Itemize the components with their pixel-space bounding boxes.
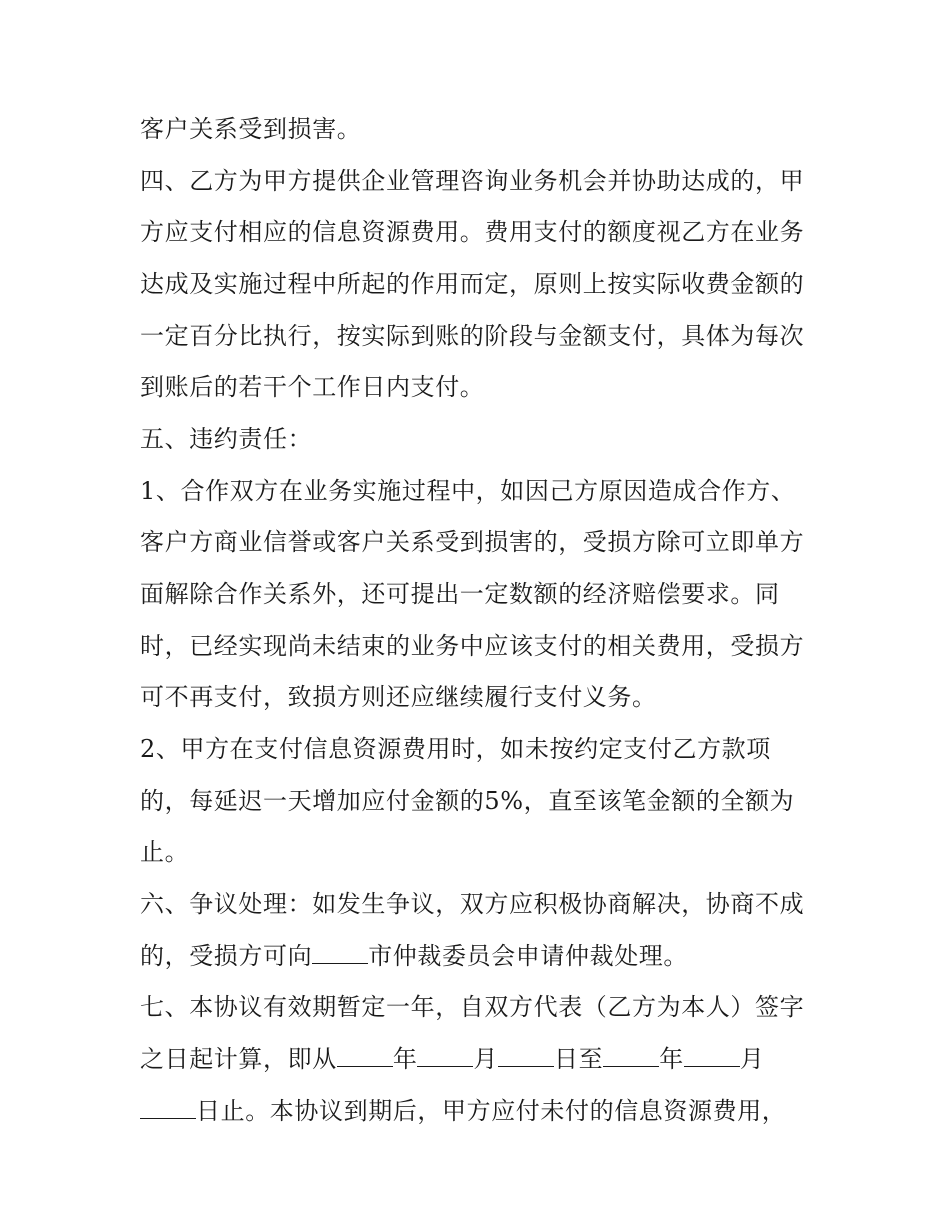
text-segment: 月 (473, 1045, 499, 1073)
text-segment: 的，受损方可向 (140, 942, 313, 970)
text-line: 可不再支付，致损方则还应继续履行支付义务。 (140, 683, 657, 711)
section-heading: 五、违约责任： (140, 425, 313, 453)
text-line: 2、甲方在支付信息资源费用时，如未按约定支付乙方款项 (140, 735, 771, 763)
text-segment: 日至 (554, 1045, 604, 1073)
text-line: 止。 (140, 838, 190, 866)
text-line (140, 940, 688, 972)
text-line: 七、本协议有效期暂定一年，自双方代表（乙方为本人）签字 (140, 993, 805, 1021)
text-line (140, 1095, 786, 1127)
text-line: 客户方商业信誉或客户关系受到损害的，受损方除可立即单方 (140, 528, 805, 556)
fill-in-blank[interactable] (140, 1096, 196, 1119)
text-line: 达成及实施过程中所起的作用而定，原则上按实际收费金额的 (140, 270, 805, 298)
text-segment: 月 (739, 1045, 765, 1073)
text-line: 六、争议处理：如发生争议，双方应积极协商解决，协商不成 (140, 890, 805, 918)
fill-in-blank[interactable] (337, 1044, 393, 1067)
fill-in-blank[interactable] (498, 1044, 554, 1067)
text-segment: 年 (392, 1045, 418, 1073)
text-segment: 日止。本协议到期后，甲方应付未付的信息资源费用， (196, 1097, 787, 1125)
fill-in-blank[interactable] (684, 1044, 740, 1067)
text-line: 到账后的若干个工作日内支付。 (140, 373, 485, 401)
text-line: 客户关系受到损害。 (140, 115, 362, 143)
text-line: 的，每延迟一天增加应付金额的5%，直至该笔金额的全额为 (140, 787, 795, 815)
text-line: 四、乙方为甲方提供企业管理咨询业务机会并协助达成的，甲 (140, 167, 805, 195)
text-segment: 市仲裁委员会申请仲裁处理。 (368, 942, 689, 970)
fill-in-blank[interactable] (417, 1044, 473, 1067)
text-line: 方应支付相应的信息资源费用。费用支付的额度视乙方在业务 (140, 218, 805, 246)
text-line (140, 1043, 764, 1075)
fill-in-blank[interactable] (603, 1044, 659, 1067)
fill-in-blank[interactable] (312, 941, 368, 964)
text-line: 面解除合作关系外，还可提出一定数额的经济赔偿要求。同 (140, 580, 780, 608)
text-line: 一定百分比执行，按实际到账的阶段与金额支付，具体为每次 (140, 322, 805, 350)
text-line: 1、合作双方在业务实施过程中，如因己方原因造成合作方、 (140, 477, 796, 505)
text-segment: 年 (659, 1045, 684, 1073)
text-segment: 之日起计算，即从 (140, 1045, 337, 1073)
text-line: 时，已经实现尚未结束的业务中应该支付的相关费用，受损方 (140, 632, 805, 660)
